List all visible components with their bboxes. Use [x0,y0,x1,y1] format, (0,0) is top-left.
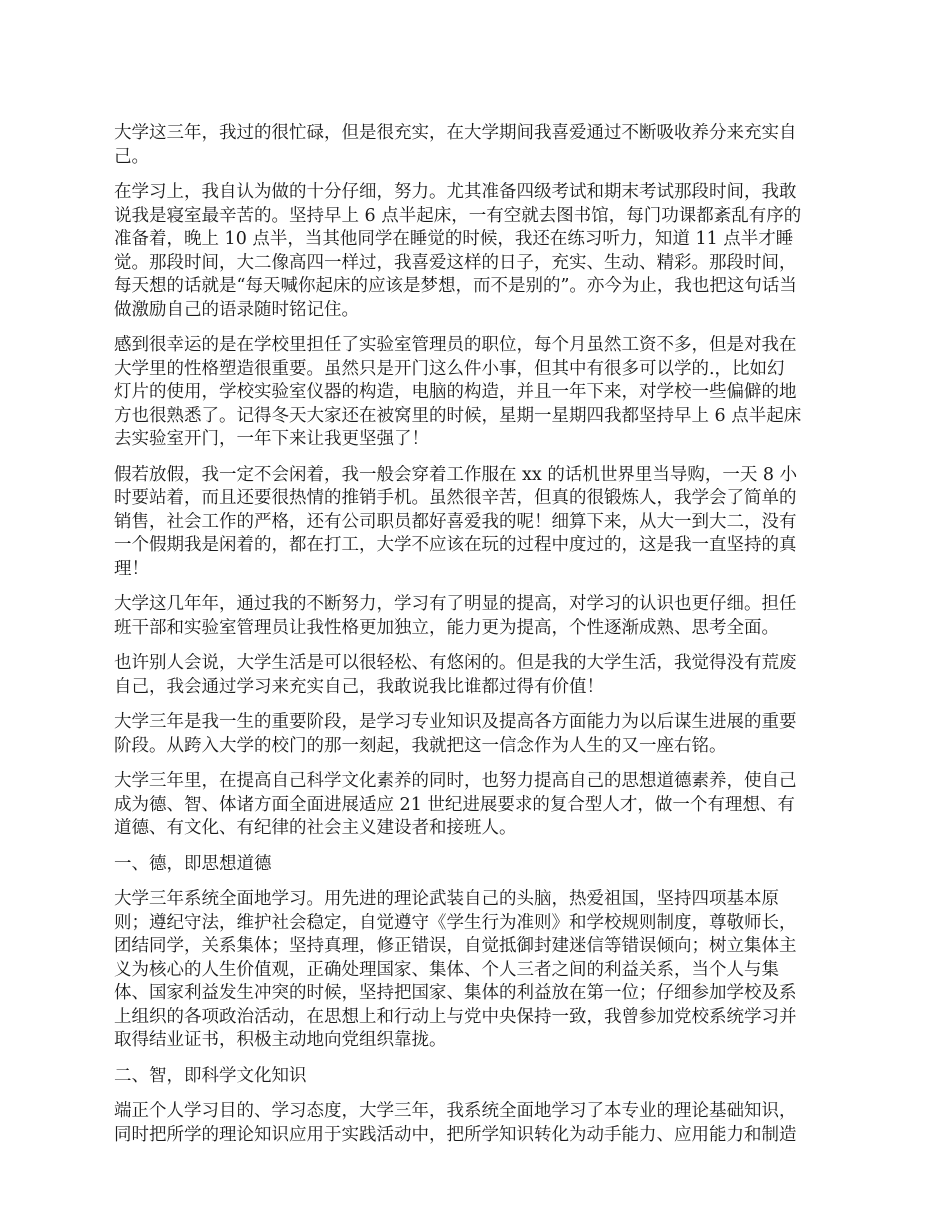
document-body [114,122,842,1159]
paragraph-college-life: 也许别人会说，大学生活是可以很轻松、有悠闲的。但是我的大学生活，我觉得没有荒废 自己，我会通过学习来充实自己，我敢说我比谁都过得有价值！ [114,653,797,697]
paragraph-knowledge: 端正个人学习目的、学习态度，大学三年，我系统全面地学习了本专业的理论基础知识， 同时把所学的理论知识应用于实践活动中，把所学知识转化为动手能力、应用能力和制造 [114,1101,797,1145]
paragraph-study: 在学习上，我自认为做的十分仔细，努力。尤其准备四级考试和期末考试那段时间，我敢 说我是寝室最辛苦的。坚持早上 6 点半起床，一有空就去图书馆，每门功课都紊乱有序的 准备着，晚上 10 点半，当其他同学在睡觉的时候，我还在练习听力，知道 11 点半才睡 觉。那段时间，大二像高四一样过，我喜爱这样的日子，充实、生动、精彩。那段时间， 每天想的话就是“每天喊你起床的应该是梦想，而不是别的”。亦今为止，我也把这句话当 做激励自己的语录随时铭记住。 [114,182,802,320]
paragraph-lab-manager: 感到很幸运的是在学校里担任了实验室管理员的职位，每个月虽然工资不多，但是对我在 大学里的性格塑造很重要。虽然只是开门这么件小事，但其中有很多可以学的.，比如幻 灯片的使用，学校实验室仪器的构造，电脑的构造，并且一年下来，对学校一些偏僻的地 方也很熟悉了。记得冬天大家还在被窝里的时候，星期一星期四我都坚持早上 6 点半起床 去实验室开门，一年下来让我更坚强了！ [114,335,802,449]
paragraph-progress: 大学这几年年，通过我的不断努力，学习有了明显的提高，对学习的认识也更仔细。担任 班干部和实验室管理员让我性格更加独立，能力更为提高，个性逐渐成熟、思考全面。 [114,594,797,638]
paragraph-intro: 大学这三年，我过的很忙碌，但是很充实，在大学期间我喜爱通过不断吸收养分来充实自 己。 [114,123,797,167]
section-heading-morality: 一、德，即思想道德 [114,853,272,874]
paragraph-morality: 大学三年系统全面地学习。用先进的理论武装自己的头脑，热爱祖国，坚持四项基本原 则；遵纪守法，维护社会稳定，自觉遵守《学生行为准则》和学校规则制度，尊敬师长， 团结同学，关系集体；坚持真理，修正错误，自觉抵御封建迷信等错误倾向；树立集体主 义为核心的人生价值观，正确处理国家、集体、个人三者之间的利益关系，当个人与集 体、国家利益发生冲突的时候，坚持把国家、集体的利益放在第一位；仔细参加学校及系 上组织的各项政治活动，在思想上和行动上与党中央保持一致，我曾参加党校系统学习并 取得结业证书，积极主动地向党组织靠拢。 [114,889,797,1050]
paragraph-goals: 大学三年里，在提高自己科学文化素养的同时，也努力提高自己的思想道德素养，使自己 成为德、智、体诸方面全面进展适应 21 世纪进展要求的复合型人才，做一个有理想、有 道德、有文化、有纪律的社会主义建设者和接班人。 [114,771,797,838]
paragraph-important-stage: 大学三年是我一生的重要阶段，是学习专业知识及提高各方面能力为以后谋生进展的重要 阶段。从跨入大学的校门的那一刻起，我就把这一信念作为人生的又一座右铭。 [114,712,797,756]
section-heading-knowledge: 二、智，即科学文化知识 [114,1065,307,1086]
paragraph-holiday-work: 假若放假，我一定不会闲着，我一般会穿着工作服在 xx 的话机世界里当导购，一天 8 小 时要站着，而且还要很热情的推销手机。虽然很辛苦，但真的很锻炼人，我学会了简单的 销售，社会工作的严格，还有公司职员都好喜爱我的呢！细算下来，从大一到大二，没有 一个假期我是闲着的，都在打工，大学不应该在玩的过程中度过的，这是我一直坚持的真 理！ [114,464,798,579]
